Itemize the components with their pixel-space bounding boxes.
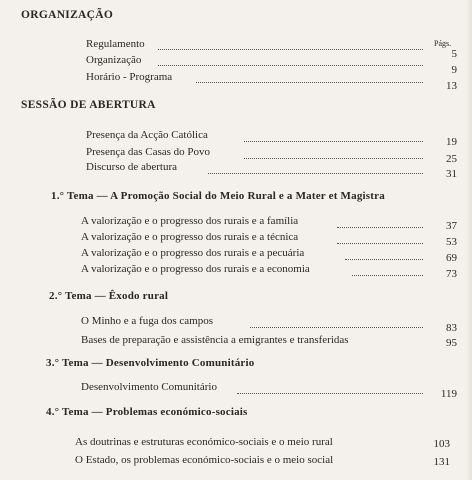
toc-entry-page: 5 (451, 48, 457, 60)
page-edge-shadow (466, 0, 472, 480)
pages-column-label: Págs. (434, 39, 452, 48)
toc-entry-label: Regulamento (86, 38, 145, 50)
theme-heading-2: 2.° Tema — Êxodo rural (49, 290, 169, 302)
dot-leader (196, 82, 423, 83)
toc-entry-page: 9 (451, 64, 457, 76)
dot-leader (337, 243, 423, 244)
toc-entry-page: 53 (446, 236, 457, 248)
toc-entry-label: As doutrinas e estruturas económico-sociais e o meio rural (75, 436, 333, 448)
theme-heading-3: 3.° Tema — Desenvolvimento Comunitário (46, 357, 255, 369)
toc-entry-page: 69 (446, 252, 457, 264)
toc-entry-label: A valorização e o progresso dos rurais e a economia (81, 263, 310, 275)
section-heading-organizacao: ORGANIZAÇÃO (21, 9, 114, 21)
toc-entry-label: A valorização e o progresso dos rurais e a técnica (81, 231, 299, 243)
section-heading-sessao-de-abertura: SESSÃO DE ABERTURA (21, 99, 156, 111)
dot-leader (208, 173, 423, 174)
dot-leader (352, 275, 423, 276)
toc-entry-label: Organização (86, 54, 142, 66)
toc-entry-page: 73 (446, 268, 457, 280)
toc-entry-label: Bases de preparação e assistência a emigrantes e transferidas (81, 334, 349, 346)
toc-entry-label: A valorização e o progresso dos rurais e a pecuária (81, 247, 305, 259)
toc-entry-label: Presença da Acção Católica (86, 129, 208, 141)
dot-leader (158, 49, 423, 50)
toc-entry-page: 19 (446, 136, 457, 148)
toc-entry-page: 37 (446, 220, 457, 232)
toc-entry-page: 95 (446, 337, 457, 349)
theme-heading-1: 1.° Tema — A Promoção Social do Meio Rural e a Mater et Magistra (51, 190, 385, 202)
dot-leader (244, 141, 423, 142)
toc-entry-page: 13 (446, 80, 457, 92)
toc-entry-label: Discurso de abertura (86, 161, 178, 173)
dot-leader (250, 327, 423, 328)
dot-leader (158, 65, 423, 66)
dot-leader (345, 259, 423, 260)
dot-leader (337, 227, 423, 228)
toc-entry-label: O Estado, os problemas económico-sociais e o meio social (75, 454, 334, 466)
dot-leader (237, 393, 423, 394)
toc-entry-label: Desenvolvimento Comunitário (81, 381, 217, 393)
toc-entry-label: A valorização e o progresso dos rurais e a família (81, 215, 299, 227)
toc-entry-page: 31 (446, 168, 457, 180)
toc-entry-page: 119 (440, 388, 457, 400)
toc-entry-page: 103 (433, 438, 450, 450)
toc-entry-label: Presença das Casas do Povo (86, 146, 211, 158)
toc-entry-label: O Minho e a fuga dos campos (81, 315, 213, 327)
toc-entry-page: 83 (446, 322, 457, 334)
dot-leader (244, 158, 423, 159)
toc-entry-page: 131 (433, 456, 450, 468)
toc-entry-label: Horário - Programa (86, 71, 173, 83)
toc-entry-page: 25 (446, 153, 457, 165)
theme-heading-4: 4.° Tema — Problemas económico-sociais (46, 406, 248, 418)
